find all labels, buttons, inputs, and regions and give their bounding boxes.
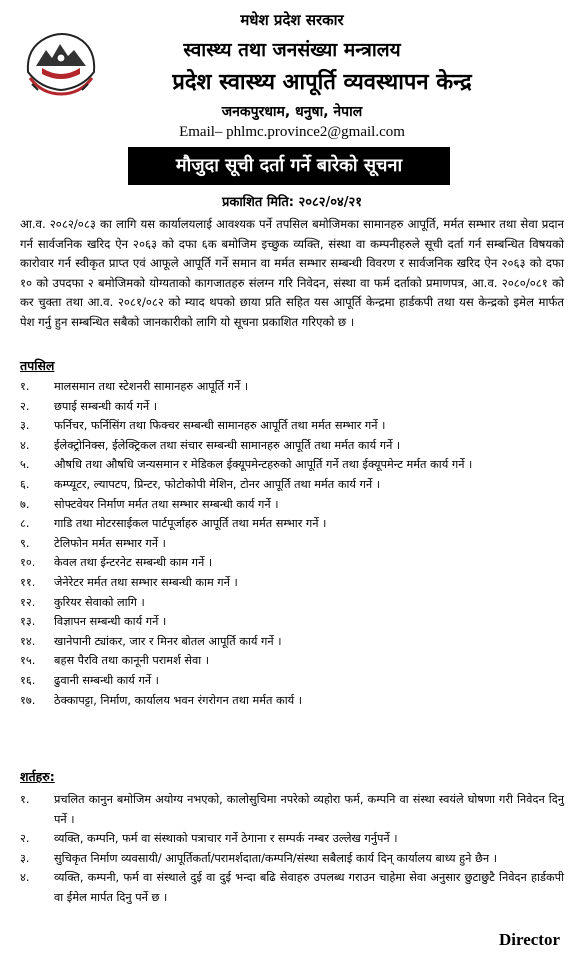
schedule-item-number: १६. (20, 673, 36, 687)
schedule-item-text: ठेक्कापट्टा, निर्माण, कार्यालय भवन रंगरोगन तथा मर्मत कार्य । (54, 693, 303, 707)
condition-item-number: १. (20, 793, 30, 806)
center-name: प्रदेश स्वास्थ्य आपूर्ति व्यवस्थापन केन्द्र (172, 70, 472, 95)
schedule-item-text: कुरियर सेवाको लागि । (54, 595, 145, 609)
government-name: मधेश प्रदेश सरकार (240, 11, 344, 29)
schedule-item-number: ६. (20, 477, 30, 491)
schedule-item-text: औषधि तथा औषधि जन्यसमान र मेडिकल ईक्यूपमेन्टहरुको आपूर्ति गर्ने तथा ईक्यूपमेन्ट मर्मत कार्य गर्ने । (54, 458, 473, 472)
schedule-item (20, 455, 564, 475)
conditions-heading: शर्तहरु: (20, 769, 55, 784)
schedule-item-number: ७. (20, 497, 30, 511)
schedule-item (20, 534, 564, 554)
schedule-item (20, 553, 564, 573)
schedule-item-number: १३. (20, 615, 36, 629)
condition-item-text: व्यक्ति, कम्पनि, फर्म वा संस्थाको पत्राचार गर्ने ठेगाना र सम्पर्क नम्बर उल्लेख गर्नुपर्ने । (54, 832, 398, 846)
schedule-item-number: १०. (20, 556, 36, 570)
condition-item-text: व्यक्ति, कम्पनी, फर्म वा संस्थाले दुई वा दुई भन्दा बढि सेवाहरु उपलब्ध गराउन चाहेमा सेवा अनुसार छुटाछुटै निवेदन हार्डकपी वा ईमेल मार्पत दिनु पर्ने छ । (54, 871, 564, 904)
condition-item-text: प्रचलित कानुन बमोजिम अयोग्य नभएको, कालोसुचिमा नपरेको व्यहोरा फर्म, कम्पनि वा संस्था स्वयंले घोषणा गरी निवेदन दिनु पर्ने । (54, 793, 564, 826)
schedule-item-number: २. (20, 399, 30, 413)
schedule-item-text: खानेपानी ट्यांकर, जार र मिनर बोतल आपूर्ति कार्य गर्ने । (54, 634, 282, 648)
schedule-item (20, 416, 564, 436)
schedule-item-number: ३. (20, 419, 30, 433)
condition-item-number: ३. (20, 851, 30, 865)
schedule-item-text: छपाई सम्बन्धी कार्य गर्ने । (54, 399, 157, 413)
schedule-item (20, 573, 564, 593)
conditions-list (20, 790, 564, 908)
schedule-item-text: ईलेक्ट्रोनिक्स, ईलेक्ट्रिकल तथा संचार सम्बन्धी सामानहरु आपूर्ति तथा मर्मत कार्य गर्ने । (54, 438, 401, 452)
schedule-list (20, 377, 564, 710)
published-date: प्रकाशित मिति: २०८२/०४/२१ (221, 195, 363, 210)
schedule-item-text: बहस पैरवि तथा कानूनी परामर्श सेवा । (54, 654, 210, 668)
schedule-item-number: ४. (20, 438, 30, 452)
schedule-item-number: ९. (20, 536, 30, 550)
ministry-name: स्वास्थ्य तथा जनसंख्या मन्त्रालय (183, 39, 401, 61)
schedule-item-text: केवल तथा ईन्टरनेट सम्बन्धी काम गर्ने । (54, 556, 213, 570)
schedule-item (20, 691, 564, 711)
condition-item (20, 849, 564, 869)
signature-director: Director (498, 930, 560, 949)
schedule-item-number: ५. (20, 458, 30, 472)
schedule-item (20, 514, 564, 534)
condition-item-text: सुचिकृत निर्माण व्यवसायी/ आपूर्तिकर्ता/परामर्शदाता/कम्पनि/संस्था सबैलाई कार्य दिन् कार्यालय बाध्य हुने छैन । (54, 851, 498, 865)
condition-item (20, 868, 564, 907)
condition-item-number: २. (20, 832, 30, 846)
schedule-item (20, 436, 564, 456)
schedule-item-number: १५. (20, 654, 36, 668)
schedule-item-number: १४. (20, 634, 36, 648)
schedule-item (20, 651, 564, 671)
schedule-item-text: कम्प्यूटर, ल्यापटप, प्रिन्टर, फोटोकोपी मेशिन, टोनर आपूर्ति तथा मर्मत कार्य गर्ने । (54, 477, 381, 491)
schedule-item-text: गाडि तथा मोटरसाईकल पार्टपूर्जाहरु आपूर्ति तथा मर्मत सम्भार गर्ने । (54, 517, 327, 531)
schedule-item-text: टेलिफोन मर्मत सम्भार गर्ने । (54, 536, 166, 550)
schedule-item (20, 632, 564, 652)
schedule-item (20, 612, 564, 632)
schedule-item-text: फर्निचर, फर्निसिंग तथा फिक्चर सम्बन्धी सामानहरु आपूर्ति तथा मर्मत सम्भार गर्ने । (54, 419, 386, 433)
condition-item (20, 790, 564, 829)
notice-body: आ.व. २०८२/०८३ का लागि यस कार्यालयलाई आवश्यक पर्ने तपसिल बमोजिमका सामानहरु आपूर्ति, मर्मत सम्भार तथा सेवा प्रदान गर्न सार्वजनिक खरिद ऐन २०६३ को दफा ६क बमोजिम इच्छुक व्यक्ति, संस्था वा कम्पनीहरुले सूची दर्ता गर्न सम्बन्धित विषयको कारोवार गर्न स्वीकृत प्राप्त एवं आफूले आपूर्ति गर्ने समान वा मर्मत सम्भार सम्बन्धी विवरण र सार्वजनिक खरिद ऐन २०६३ को दफा १० को उपदफा २ बमोजिमको योग्यताको कागजातहरु संलग्न गरि निवेदन, संस्था वा फर्म दर्ताको प्रमाणपत्र, आ.व. २०८०/०८१ को कर चुक्ता तथा आ.व. २०८१/०८२ को म्याद थपको छाया प्रति सहित यस आपूर्ति केन्द्रमा हार्डकपी तथा यस केन्द्रको इमेल मार्फत पेश गर्नु हुन सम्बन्धित सबैको जानकारीको लागि यो सूचना प्रकाशित गरिएको छ । (20, 217, 564, 329)
schedule-item-number: १७. (20, 693, 36, 707)
condition-item-number: ४. (20, 871, 30, 885)
schedule-item-number: ८. (20, 517, 30, 531)
schedule-item (20, 397, 564, 417)
schedule-item (20, 475, 564, 495)
schedule-item-number: १२. (20, 595, 36, 609)
schedule-item-text: ढुवानी सम्बन्धी कार्य गर्ने । (54, 673, 159, 687)
condition-item (20, 829, 564, 849)
schedule-item-text: विज्ञापन सम्बन्धी कार्य गर्ने । (54, 615, 167, 629)
schedule-item-text: सोफ्टवेयर निर्माण मर्मत तथा सम्भार सम्बन्धी कार्य गर्ने । (54, 497, 279, 511)
schedule-item-number: १. (20, 380, 30, 393)
schedule-item-text: जेनेरेटर मर्मत तथा सम्भार सम्बन्धी काम गर्ने । (54, 575, 238, 589)
notice-title: मौजुदा सूची दर्ता गर्ने बारेको सूचना (128, 147, 450, 185)
schedule-item-text: मालसमान तथा स्टेशनरी सामानहरु आपूर्ति गर्ने । (54, 380, 249, 393)
schedule-item (20, 671, 564, 691)
schedule-item-number: ११. (20, 575, 36, 589)
schedule-item (20, 377, 564, 397)
schedule-heading: तपसिल (20, 358, 55, 373)
schedule-item (20, 593, 564, 613)
office-address: जनकपुरधाम, धनुषा, नेपाल (221, 104, 363, 120)
office-email: Email– phlmc.province2@gmail.com (179, 124, 405, 140)
schedule-item (20, 495, 564, 515)
